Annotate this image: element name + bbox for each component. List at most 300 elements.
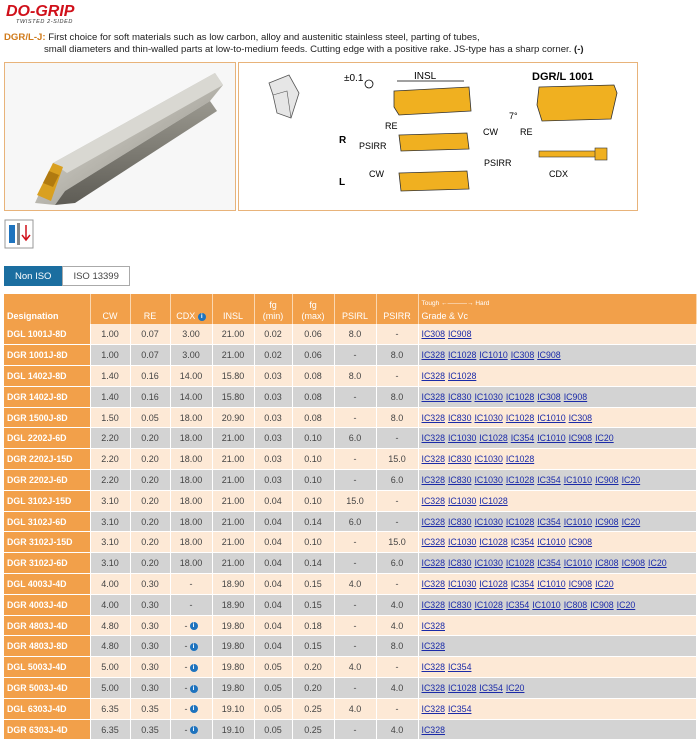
operation-icon [4, 219, 34, 249]
cell-fg-max: 0.20 [292, 657, 334, 678]
table-row [4, 553, 696, 574]
grade-link[interactable]: IC1028 [505, 412, 535, 423]
grade-link[interactable]: IC1010 [537, 433, 566, 444]
tab-iso-13399[interactable]: ISO 13399 [62, 266, 129, 286]
cell-psirr: 4.0 [376, 594, 418, 615]
cell-fg-max: 0.25 [292, 698, 334, 719]
cell-designation: DGR 5003J-4D [4, 678, 90, 699]
col-fg-min [254, 294, 292, 324]
cell-cdx-value: - [184, 662, 188, 673]
grade-link[interactable]: IC328 [421, 724, 445, 735]
diagram-title: DGR/L 1001 [532, 71, 594, 83]
grade-link[interactable]: IC328 [421, 433, 445, 444]
cell-re: 0.35 [130, 698, 170, 719]
cell-psirr: 6.0 [376, 470, 418, 491]
grade-link[interactable]: IC328 [421, 620, 445, 631]
grade-link[interactable]: IC1028 [479, 495, 508, 506]
cell-designation: DGR 3102J-6D [4, 553, 90, 574]
cell-cw: 2.20 [90, 470, 130, 491]
cell-psirl: 8.0 [334, 366, 376, 387]
grade-link[interactable]: IC908 [563, 391, 588, 402]
cell-fg-min: 0.05 [254, 719, 292, 740]
cell-re: 0.20 [130, 511, 170, 532]
info-icon[interactable]: i [190, 726, 198, 734]
cell-fg-max: 0.08 [292, 386, 334, 407]
table-row [4, 407, 696, 428]
cell-cdx [170, 553, 212, 574]
cell-re: 0.30 [130, 594, 170, 615]
grade-link[interactable]: IC308 [421, 329, 445, 340]
grade-link[interactable]: IC1028 [505, 454, 535, 465]
cell-insl: 19.80 [212, 657, 254, 678]
grade-link[interactable]: IC328 [421, 703, 445, 714]
col-psirr: PSIRR [376, 294, 418, 324]
cell-insl: 19.80 [212, 636, 254, 657]
table-row [4, 470, 696, 491]
grade-link[interactable]: IC328 [421, 495, 445, 506]
cell-grades [418, 428, 696, 449]
cell-cdx-value: 18.00 [179, 558, 203, 569]
cell-re: 0.30 [130, 678, 170, 699]
cell-designation: DGR 6303J-4D [4, 719, 90, 740]
cell-psirr: - [376, 324, 418, 345]
cell-cdx [170, 698, 212, 719]
cell-psirr: - [376, 698, 418, 719]
cell-psirl: - [334, 594, 376, 615]
grade-link[interactable]: IC354 [510, 433, 535, 444]
cell-grades [418, 511, 696, 532]
cell-insl: 21.00 [212, 511, 254, 532]
cell-fg-max: 0.06 [292, 345, 334, 366]
cell-cw: 1.40 [90, 366, 130, 387]
cell-re: 0.07 [130, 324, 170, 345]
cell-psirr: 8.0 [376, 386, 418, 407]
angle-label: 7° [509, 111, 518, 121]
grade-link[interactable]: IC1010 [479, 350, 508, 361]
cell-fg-max: 0.06 [292, 324, 334, 345]
grade-link[interactable]: IC1030 [447, 433, 477, 444]
info-icon[interactable]: i [190, 685, 198, 693]
grade-link[interactable]: IC20 [505, 682, 525, 693]
grade-link[interactable]: IC328 [421, 391, 445, 402]
cell-insl: 21.00 [212, 490, 254, 511]
cell-cw: 4.80 [90, 636, 130, 657]
table-row [4, 366, 696, 387]
grade-link[interactable]: IC328 [421, 474, 445, 485]
grade-link[interactable]: IC908 [537, 350, 561, 361]
cell-psirr: 4.0 [376, 678, 418, 699]
cell-insl: 18.90 [212, 574, 254, 595]
grade-link[interactable]: IC908 [568, 433, 593, 444]
grade-link[interactable]: IC20 [616, 599, 636, 610]
cell-insl: 18.90 [212, 594, 254, 615]
cell-fg-max: 0.10 [292, 449, 334, 470]
cell-grades [418, 657, 696, 678]
grade-link[interactable]: IC1010 [537, 537, 566, 548]
grade-link[interactable]: IC354 [505, 599, 530, 610]
cell-cdx-value: 18.00 [179, 433, 203, 444]
table-row [4, 657, 696, 678]
grade-link[interactable]: IC1030 [474, 558, 503, 569]
grade-link[interactable]: IC354 [447, 703, 472, 714]
cell-cdx [170, 428, 212, 449]
cell-designation: DGR 4803J-4D [4, 615, 90, 636]
cell-grades [418, 636, 696, 657]
grade-link[interactable]: IC328 [421, 516, 445, 527]
cell-grades [418, 449, 696, 470]
cell-cdx [170, 490, 212, 511]
cell-re: 0.30 [130, 636, 170, 657]
cell-grades [418, 324, 696, 345]
r-view-label: R [339, 135, 347, 146]
description-line-1: First choice for soft materials such as low carbon, alloy and austenitic stainless steel, parting of tubes, [45, 32, 480, 43]
cell-psirr: - [376, 574, 418, 595]
col-fg-max [292, 294, 334, 324]
cell-cw: 2.20 [90, 428, 130, 449]
grade-link[interactable]: IC354 [537, 474, 561, 485]
grade-link[interactable]: IC908 [595, 516, 619, 527]
grade-link[interactable]: IC830 [447, 454, 472, 465]
col-fg-min-2: (min) [262, 311, 284, 321]
grade-link[interactable]: IC1010 [537, 578, 566, 589]
grade-link[interactable]: IC1028 [447, 682, 477, 693]
description-line-2: small diameters and thin-walled parts at low-to-medium feeds. Cutting edge with a positive rake. JS-type has a sharp corner. [44, 44, 572, 55]
table-row [4, 678, 696, 699]
cell-grades [418, 574, 696, 595]
cell-psirr: 4.0 [376, 615, 418, 636]
cell-fg-max: 0.08 [292, 407, 334, 428]
grade-link[interactable]: IC328 [421, 682, 445, 693]
cell-insl: 21.00 [212, 449, 254, 470]
grade-link[interactable]: IC328 [421, 662, 445, 673]
grade-link[interactable]: IC1028 [479, 537, 508, 548]
table-header-row [4, 294, 696, 324]
cell-designation: DGR 3102J-15D [4, 532, 90, 553]
cell-cdx-value: 18.00 [179, 516, 203, 527]
cell-psirr: - [376, 657, 418, 678]
cell-cdx-value: - [184, 703, 188, 714]
cell-re: 0.20 [130, 449, 170, 470]
cell-insl: 20.90 [212, 407, 254, 428]
col-cdx [170, 294, 212, 324]
grade-link[interactable]: IC328 [421, 599, 445, 610]
cell-psirr: 6.0 [376, 553, 418, 574]
cell-insl: 21.00 [212, 428, 254, 449]
cell-cw: 4.00 [90, 574, 130, 595]
cell-psirr: - [376, 490, 418, 511]
cell-re: 0.16 [130, 386, 170, 407]
product-photo [4, 62, 236, 211]
cell-fg-max: 0.08 [292, 366, 334, 387]
cell-cdx-value: 18.00 [179, 495, 203, 506]
cell-psirl: - [334, 719, 376, 740]
grade-link[interactable]: IC1028 [479, 578, 508, 589]
cell-grades [418, 698, 696, 719]
cell-re: 0.20 [130, 532, 170, 553]
cell-insl: 21.00 [212, 470, 254, 491]
grade-link[interactable]: IC908 [568, 578, 593, 589]
cell-grades [418, 719, 696, 740]
cell-fg-min: 0.03 [254, 470, 292, 491]
grade-link[interactable]: IC1030 [447, 537, 477, 548]
cell-designation: DGL 1402J-8D [4, 366, 90, 387]
cell-psirl: 6.0 [334, 428, 376, 449]
grade-link[interactable]: IC1028 [505, 474, 535, 485]
cell-psirl: - [334, 678, 376, 699]
cell-psirl: - [334, 532, 376, 553]
grade-link[interactable]: IC328 [421, 412, 445, 423]
cell-re: 0.35 [130, 719, 170, 740]
cell-cw: 3.10 [90, 490, 130, 511]
cell-grades [418, 407, 696, 428]
cell-fg-max: 0.10 [292, 532, 334, 553]
info-icon[interactable]: i [190, 705, 198, 713]
grade-link[interactable]: IC808 [595, 558, 619, 569]
psirr-label-r: PSIRR [359, 141, 387, 151]
cell-fg-max: 0.10 [292, 490, 334, 511]
cell-cdx [170, 719, 212, 740]
grade-link[interactable]: IC354 [447, 662, 472, 673]
grade-link[interactable]: IC830 [447, 391, 472, 402]
tab-non-iso[interactable]: Non ISO [4, 266, 62, 286]
cell-cdx-value: 18.00 [179, 474, 203, 485]
col-grade [418, 294, 696, 324]
cell-psirl: 15.0 [334, 490, 376, 511]
grade-link[interactable]: IC20 [648, 558, 667, 569]
cell-insl: 19.10 [212, 719, 254, 740]
cell-cdx-value: - [189, 578, 193, 589]
grade-link[interactable]: IC308 [537, 391, 561, 402]
cell-designation: DGR 1500J-8D [4, 407, 90, 428]
cell-re: 0.16 [130, 366, 170, 387]
cell-grades [418, 345, 696, 366]
grade-link[interactable]: IC354 [537, 516, 561, 527]
cell-psirl: 8.0 [334, 324, 376, 345]
grade-link[interactable]: IC20 [595, 578, 614, 589]
grade-link[interactable]: IC20 [621, 516, 641, 527]
grade-link[interactable]: IC308 [510, 350, 535, 361]
info-icon[interactable]: i [198, 313, 206, 321]
grade-link[interactable]: IC328 [421, 537, 445, 548]
cell-cdx [170, 345, 212, 366]
cell-psirr: - [376, 511, 418, 532]
grade-link[interactable]: IC1030 [474, 454, 503, 465]
table-row [4, 386, 696, 407]
cell-cdx-value: - [189, 599, 193, 610]
grade-link[interactable]: IC328 [421, 454, 445, 465]
cell-cdx [170, 594, 212, 615]
cell-fg-max: 0.25 [292, 719, 334, 740]
cell-cw: 1.40 [90, 386, 130, 407]
cell-designation: DGL 5003J-4D [4, 657, 90, 678]
cell-insl: 19.10 [212, 698, 254, 719]
cell-designation: DGR 2202J-6D [4, 470, 90, 491]
col-fg-max-2: (max) [301, 311, 325, 321]
cell-psirl: 4.0 [334, 657, 376, 678]
grade-link[interactable]: IC1028 [505, 391, 535, 402]
col-cdx-label: CDX [176, 311, 196, 321]
grade-link[interactable]: IC830 [447, 474, 472, 485]
cell-psirl: 4.0 [334, 574, 376, 595]
product-description [4, 32, 694, 56]
cell-insl: 21.00 [212, 324, 254, 345]
grade-link[interactable]: IC1030 [447, 578, 477, 589]
grade-link[interactable]: IC808 [563, 599, 588, 610]
cell-fg-max: 0.20 [292, 678, 334, 699]
col-fg-min-1: fg [269, 300, 277, 310]
technical-diagram [238, 62, 638, 211]
cell-cw: 3.10 [90, 532, 130, 553]
grade-link[interactable]: IC1028 [447, 370, 477, 381]
col-insl: INSL [212, 294, 254, 324]
cell-fg-min: 0.04 [254, 574, 292, 595]
cell-grades [418, 366, 696, 387]
grade-link[interactable]: IC354 [537, 558, 561, 569]
grade-link[interactable]: IC830 [447, 599, 472, 610]
table-row [4, 698, 696, 719]
grade-link[interactable]: IC328 [421, 350, 445, 361]
cell-psirl: - [334, 386, 376, 407]
cell-designation: DGR 2202J-15D [4, 449, 90, 470]
info-icon[interactable]: i [190, 622, 198, 630]
cell-grades [418, 532, 696, 553]
table-row [4, 636, 696, 657]
grade-link[interactable]: IC908 [590, 599, 614, 610]
cell-fg-min: 0.03 [254, 449, 292, 470]
cell-psirl: - [334, 345, 376, 366]
designation-table [4, 294, 696, 740]
grade-link[interactable]: IC328 [421, 370, 445, 381]
cell-cdx-value: 18.00 [179, 454, 203, 465]
grade-link[interactable]: IC1028 [474, 599, 503, 610]
cell-fg-max: 0.10 [292, 428, 334, 449]
cell-cdx [170, 574, 212, 595]
cell-psirl: 6.0 [334, 511, 376, 532]
cell-cdx-value: - [184, 641, 188, 652]
grade-link[interactable]: IC328 [421, 578, 445, 589]
table-row [4, 428, 696, 449]
cell-designation: DGR 4003J-4D [4, 594, 90, 615]
grade-link[interactable]: IC830 [447, 558, 472, 569]
grade-link[interactable]: IC1010 [563, 558, 593, 569]
cell-fg-min: 0.04 [254, 553, 292, 574]
cell-re: 0.07 [130, 345, 170, 366]
cell-cdx-value: - [184, 620, 188, 631]
grade-link[interactable]: IC830 [447, 412, 472, 423]
cell-fg-min: 0.04 [254, 594, 292, 615]
cell-psirr: 8.0 [376, 345, 418, 366]
cell-fg-max: 0.15 [292, 636, 334, 657]
table-row [4, 449, 696, 470]
cell-cdx [170, 386, 212, 407]
cell-fg-min: 0.02 [254, 345, 292, 366]
grade-link[interactable]: IC908 [447, 329, 472, 340]
grade-link[interactable]: IC1030 [474, 391, 503, 402]
grade-link[interactable]: IC328 [421, 641, 445, 652]
cell-insl: 19.80 [212, 678, 254, 699]
grade-link[interactable]: IC1028 [479, 433, 508, 444]
grade-link[interactable]: IC20 [595, 433, 614, 444]
cell-fg-min: 0.04 [254, 636, 292, 657]
cell-insl: 21.00 [212, 553, 254, 574]
psirr-label-side: PSIRR [484, 158, 512, 168]
cell-re: 0.30 [130, 657, 170, 678]
cell-cw: 6.35 [90, 719, 130, 740]
grade-link[interactable]: IC328 [421, 558, 445, 569]
cell-cdx [170, 511, 212, 532]
info-icon[interactable]: i [190, 664, 198, 672]
grade-link[interactable]: IC1028 [447, 350, 477, 361]
cell-grades [418, 678, 696, 699]
grade-link[interactable]: IC354 [479, 682, 503, 693]
cell-cw: 1.00 [90, 345, 130, 366]
cell-grades [418, 553, 696, 574]
grade-link[interactable]: IC1030 [474, 516, 503, 527]
grade-link[interactable]: IC1028 [505, 516, 535, 527]
cell-insl: 15.80 [212, 366, 254, 387]
cell-designation: DGR 1402J-8D [4, 386, 90, 407]
standard-tabs [4, 266, 130, 286]
grade-link[interactable]: IC354 [510, 537, 535, 548]
cell-fg-max: 0.10 [292, 470, 334, 491]
table-row [4, 324, 696, 345]
grade-link[interactable]: IC20 [621, 474, 641, 485]
cell-cdx-value: 18.00 [179, 537, 203, 548]
cell-designation: DGL 4003J-4D [4, 574, 90, 595]
re-label-r: RE [385, 121, 398, 131]
grade-link[interactable]: IC908 [568, 537, 593, 548]
cell-psirr: 4.0 [376, 719, 418, 740]
cell-fg-min: 0.05 [254, 657, 292, 678]
cell-insl: 21.00 [212, 532, 254, 553]
grade-link[interactable]: IC1030 [474, 412, 503, 423]
grade-link[interactable]: IC908 [621, 558, 646, 569]
cell-re: 0.20 [130, 470, 170, 491]
cell-designation: DGL 2202J-6D [4, 428, 90, 449]
cell-cdx [170, 532, 212, 553]
cell-cdx-value: 14.00 [179, 370, 203, 381]
cell-psirl: 4.0 [334, 698, 376, 719]
grade-link[interactable]: IC1028 [505, 558, 535, 569]
grade-link[interactable]: IC908 [595, 474, 619, 485]
cell-fg-min: 0.03 [254, 366, 292, 387]
table-row [4, 574, 696, 595]
cell-psirl: - [334, 615, 376, 636]
cell-cw: 2.20 [90, 449, 130, 470]
grade-link[interactable]: IC354 [510, 578, 535, 589]
table-row [4, 345, 696, 366]
grade-link[interactable]: IC1010 [532, 599, 561, 610]
cell-fg-min: 0.02 [254, 324, 292, 345]
col-re: RE [130, 294, 170, 324]
grade-link[interactable]: IC308 [568, 412, 593, 423]
cell-cw: 1.50 [90, 407, 130, 428]
col-fg-max-1: fg [309, 300, 317, 310]
info-icon[interactable]: i [190, 643, 198, 651]
grade-link[interactable]: IC1030 [474, 474, 503, 485]
grade-link[interactable]: IC1010 [537, 412, 566, 423]
cell-insl: 15.80 [212, 386, 254, 407]
grade-link[interactable]: IC1010 [563, 516, 593, 527]
cell-designation: DGR 4803J-8D [4, 636, 90, 657]
grade-link[interactable]: IC830 [447, 516, 472, 527]
cell-psirr: 15.0 [376, 532, 418, 553]
grade-link[interactable]: IC1010 [563, 474, 593, 485]
cell-psirr: - [376, 366, 418, 387]
grade-link[interactable]: IC1030 [447, 495, 477, 506]
cell-cw: 3.10 [90, 553, 130, 574]
cell-grades [418, 386, 696, 407]
